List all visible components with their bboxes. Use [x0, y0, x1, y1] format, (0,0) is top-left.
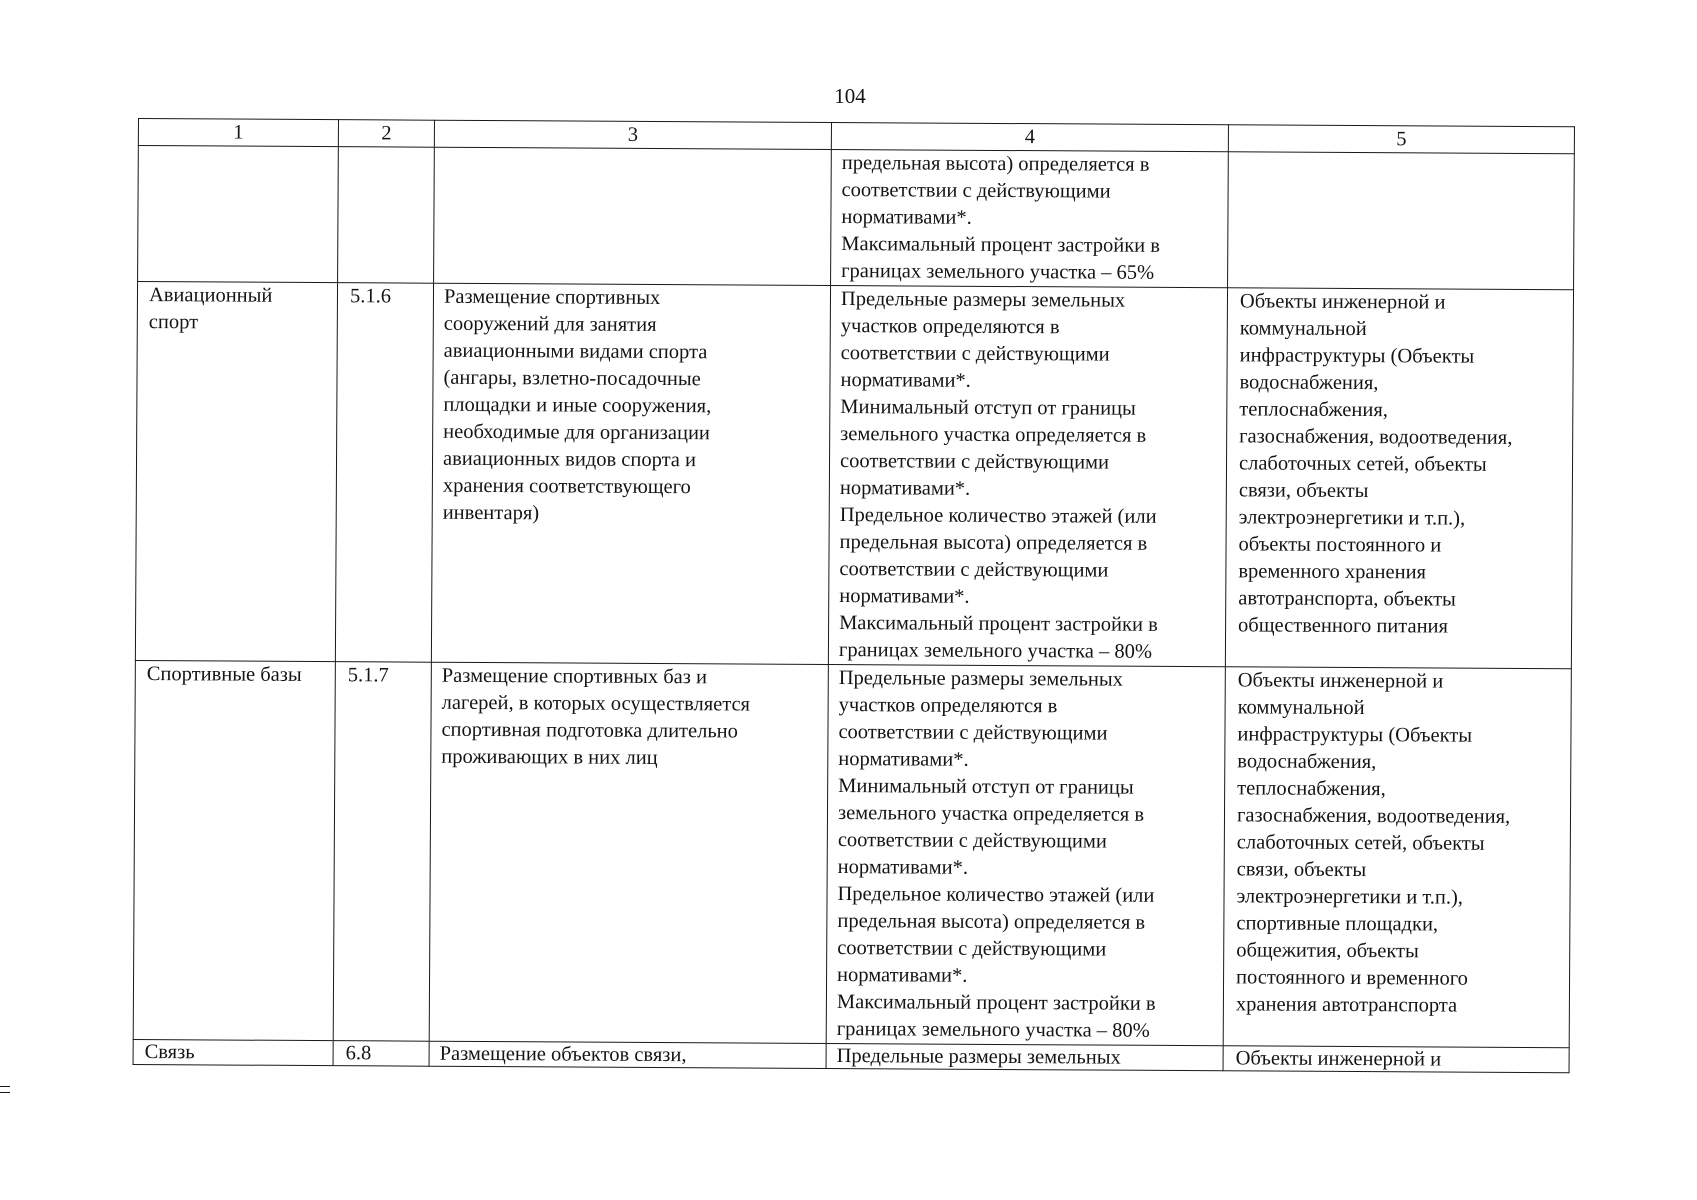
- column-number-1: 1: [138, 119, 338, 147]
- auxiliary-objects-cell: Объекты инженерной и коммунальной инфраструктуры (Объекты водоснабжения, теплоснабжения, газоснабжения, водоотведения, слаботочных сетей, объекты связи, объекты электроэнергетики и т.п.), спортивные площадки, общежития, объекты постоянного и временного хранения автотранспорта: [1223, 667, 1571, 1048]
- land-use-code-cell: 6.8: [333, 1041, 429, 1067]
- auxiliary-objects-cell: Объекты инженерной и коммунальной инфраструктуры (Объекты водоснабжения, теплоснабжения, газоснабжения, водоотведения, слаботочных сетей, объекты связи, объекты электроэнергетики и т.п.), объекты постоянного и временного хранения автотранспорта, объекты общественного питания: [1225, 288, 1573, 669]
- land-use-name-cell: [138, 146, 339, 283]
- page-number: 104: [834, 84, 866, 108]
- building-parameters-cell: предельная высота) определяется в соответствии с действующими нормативами*. Максимальный процент застройки в границах земельного участка – 65%: [831, 149, 1229, 287]
- column-number-5: 5: [1228, 125, 1574, 154]
- land-use-description-cell: [434, 147, 832, 285]
- zoning-table: [133, 118, 1575, 1073]
- column-number-4: 4: [831, 122, 1228, 151]
- table-row-continuation: [138, 146, 1575, 290]
- land-use-name-cell: Авиационный спорт: [135, 282, 337, 662]
- land-use-name-cell: Спортивные базы: [133, 660, 335, 1040]
- land-use-name-cell: Связь: [133, 1039, 333, 1065]
- auxiliary-objects-cell: [1228, 152, 1575, 290]
- building-parameters-cell: Предельные размеры земельных участков определяются в соответствии с действующими нормативами*. Минимальный отступ от границы земельного участка определяется в соответствии с действующими нормативами*. Предельное количество этажей (или предельная высота) определяется в соответствии с действующими нормативами*. Максимальный процент застройки в границах земельного участка – 80%: [826, 664, 1225, 1045]
- building-parameters-cell: Предельные размеры земельных участков определяются в соответствии с действующими нормативами*. Минимальный отступ от границы земельного участка определяется в соответствии с действующими нормативами*. Предельное количество этажей (или предельная высота) определяется в соответствии с действующими нормативами*. Максимальный процент застройки в границах земельного участка – 80%: [828, 285, 1227, 666]
- land-use-description-cell: Размещение спортивных сооружений для занятия авиационными видами спорта (ангары, взлетно-посадочные площадки и иные сооружения, необходимые для организации авиационных видов спорта и хранения соответствующего инвентаря): [431, 283, 830, 664]
- building-parameters-cell: Предельные размеры земельных: [826, 1043, 1223, 1070]
- land-use-code-cell: 5.1.7: [333, 662, 431, 1042]
- table-row-sport-bases: [133, 660, 1571, 1047]
- land-use-code-cell: [338, 147, 435, 284]
- scan-edge-mark: [0, 1086, 10, 1093]
- auxiliary-objects-cell: Объекты инженерной и: [1223, 1046, 1569, 1073]
- column-number-2: 2: [338, 120, 434, 148]
- table-row-aviation-sport: [135, 282, 1573, 669]
- column-number-3: 3: [434, 120, 831, 149]
- land-use-description-cell: Размещение спортивных баз и лагерей, в которых осуществляется спортивная подготовка длительно проживающих в них лиц: [429, 662, 828, 1043]
- land-use-description-cell: Размещение объектов связи,: [429, 1041, 826, 1068]
- land-use-code-cell: 5.1.6: [335, 283, 433, 663]
